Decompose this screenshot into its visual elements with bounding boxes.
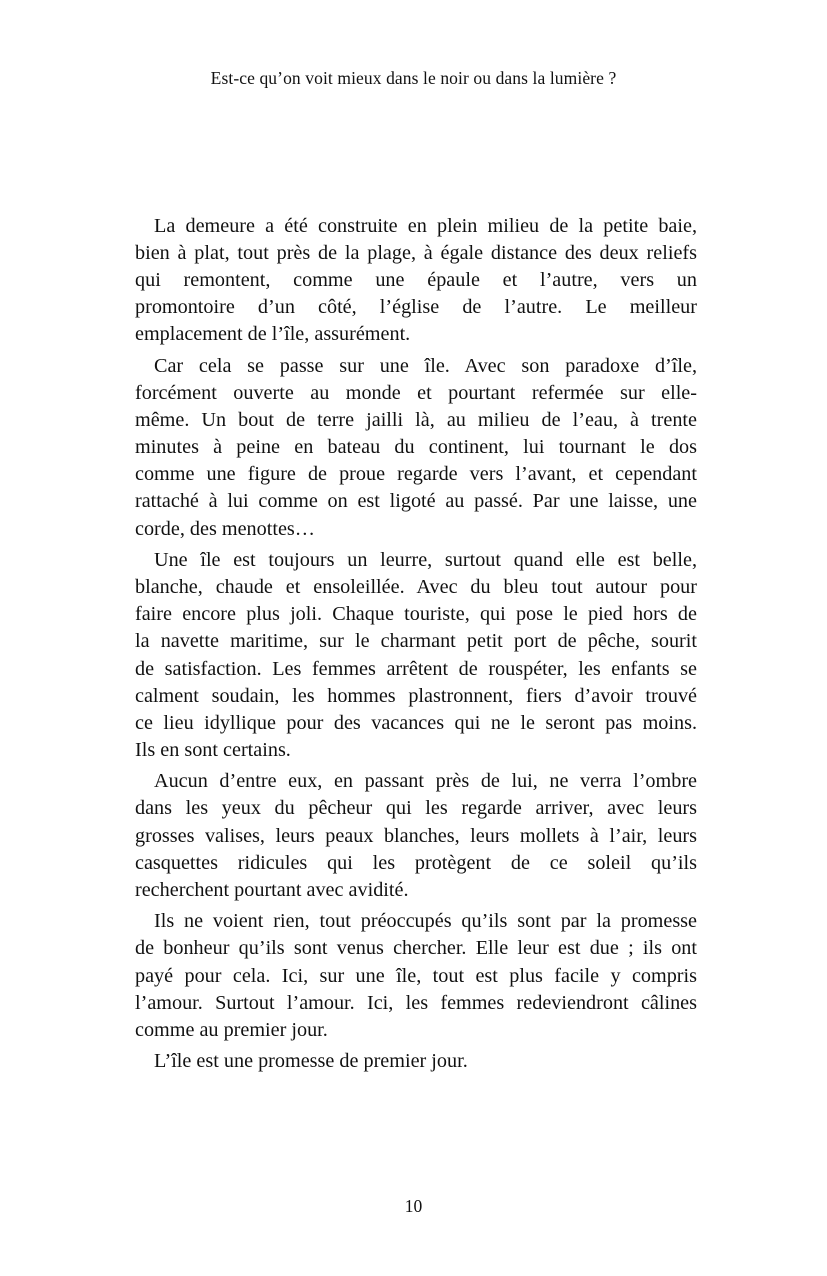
text-line bbox=[135, 353, 697, 380]
text-line bbox=[135, 656, 697, 683]
text-line-content: Une île est toujours un leurre, surtout quand elle est belle, bbox=[154, 549, 697, 572]
text-line-content: La demeure a été construite en plein milieu de la petite baie, bbox=[154, 215, 697, 237]
text-line bbox=[135, 547, 697, 574]
text-line-content: Ils en sont certains. bbox=[135, 738, 291, 761]
text-line-content: emplacement de l’île, assurément. bbox=[135, 323, 411, 346]
text-line-content: minutes à peine en bateau du continent, lui tournant le dos bbox=[135, 436, 697, 459]
text-line bbox=[135, 683, 697, 710]
text-line bbox=[135, 795, 697, 822]
text-line bbox=[135, 380, 697, 407]
page-number: 10 bbox=[404, 1196, 423, 1216]
text-line-content: forcément ouverte au monde et pourtant refermée sur elle- bbox=[135, 382, 697, 405]
text-line bbox=[135, 768, 697, 795]
text-line bbox=[135, 850, 697, 877]
text-line bbox=[135, 935, 697, 962]
text-line-content: de satisfaction. Les femmes arrêtent de rouspéter, les enfants se bbox=[135, 657, 697, 680]
text-line-content: la navette maritime, sur le charmant petit port de pêche, sourit bbox=[135, 630, 697, 653]
text-line-content: de bonheur qu’ils sont venus chercher. Elle leur est due ; ils ont bbox=[135, 937, 697, 960]
text-line bbox=[135, 990, 697, 1017]
running-head: Est-ce qu’on voit mieux dans le noir ou dans la lumière ? bbox=[210, 68, 617, 88]
paragraph bbox=[135, 353, 697, 543]
text-line bbox=[135, 601, 697, 628]
text-line bbox=[135, 267, 697, 294]
text-line bbox=[135, 1017, 697, 1044]
text-line bbox=[135, 434, 697, 461]
text-line-content: l’amour. Surtout l’amour. Ici, les femmes redeviendront câlines bbox=[135, 991, 697, 1014]
text-line-content: recherchent pourtant avec avidité. bbox=[135, 878, 409, 901]
text-line bbox=[135, 574, 697, 601]
text-line bbox=[135, 877, 697, 904]
paragraph bbox=[135, 908, 697, 1043]
text-line-content: corde, des menottes… bbox=[135, 517, 315, 540]
text-line-content: grosses valises, leurs peaux blanches, leurs mollets à l’air, leurs bbox=[135, 824, 697, 847]
text-line-content: faire encore plus joli. Chaque touriste, qui pose le pied hors de bbox=[135, 603, 697, 626]
text-line-content: rattaché à lui comme on est ligoté au passé. Par une laisse, une bbox=[135, 490, 697, 513]
text-line-content: Aucun d’entre eux, en passant près de lui, ne verra l’ombre bbox=[154, 770, 697, 793]
body-text bbox=[135, 213, 697, 1080]
text-line bbox=[135, 823, 697, 850]
text-line bbox=[135, 710, 697, 737]
text-line-content: ce lieu idyllique pour des vacances qui ne le seront pas moins. bbox=[135, 711, 697, 734]
paragraph bbox=[135, 547, 697, 764]
text-line-content: promontoire d’un côté, l’église de l’autre. Le meilleur bbox=[135, 296, 697, 319]
text-line bbox=[135, 516, 697, 543]
text-line bbox=[135, 628, 697, 655]
text-line bbox=[135, 321, 697, 348]
text-line bbox=[135, 213, 697, 240]
text-line bbox=[135, 461, 697, 488]
text-line bbox=[135, 488, 697, 515]
text-line-content: même. Un bout de terre jailli là, au milieu de l’eau, à trente bbox=[135, 409, 697, 432]
text-line-content: dans les yeux du pêcheur qui les regarde arriver, avec leurs bbox=[135, 797, 697, 820]
text-line-content: comme une figure de proue regarde vers l’avant, et cependant bbox=[135, 463, 697, 486]
paragraph bbox=[135, 768, 697, 903]
paragraph bbox=[135, 213, 697, 348]
text-line-content: calment soudain, les hommes plastronnent, fiers d’avoir trouvé bbox=[135, 684, 697, 707]
text-line bbox=[135, 963, 697, 990]
text-line-content: casquettes ridicules qui les protègent de ce soleil qu’ils bbox=[135, 851, 697, 874]
text-line-content: payé pour cela. Ici, sur une île, tout est plus facile y compris bbox=[135, 964, 697, 987]
text-line-content: qui remontent, comme une épaule et l’autre, vers un bbox=[135, 269, 697, 292]
text-line bbox=[135, 737, 697, 764]
paragraph bbox=[135, 1048, 697, 1075]
text-line bbox=[135, 240, 697, 267]
text-line-content: comme au premier jour. bbox=[135, 1018, 328, 1041]
text-line bbox=[135, 1048, 697, 1075]
text-line bbox=[135, 407, 697, 434]
text-line-content: Ils ne voient rien, tout préoccupés qu’ils sont par la promesse bbox=[154, 910, 697, 933]
text-line bbox=[135, 294, 697, 321]
text-line-content: bien à plat, tout près de la plage, à égale distance des deux reliefs bbox=[135, 242, 697, 265]
text-line-content: Car cela se passe sur une île. Avec son paradoxe d’île, bbox=[154, 354, 697, 377]
text-line-content: L’île est une promesse de premier jour. bbox=[154, 1050, 468, 1073]
text-line bbox=[135, 908, 697, 935]
text-line-content: blanche, chaude et ensoleillée. Avec du bleu tout autour pour bbox=[135, 576, 697, 599]
